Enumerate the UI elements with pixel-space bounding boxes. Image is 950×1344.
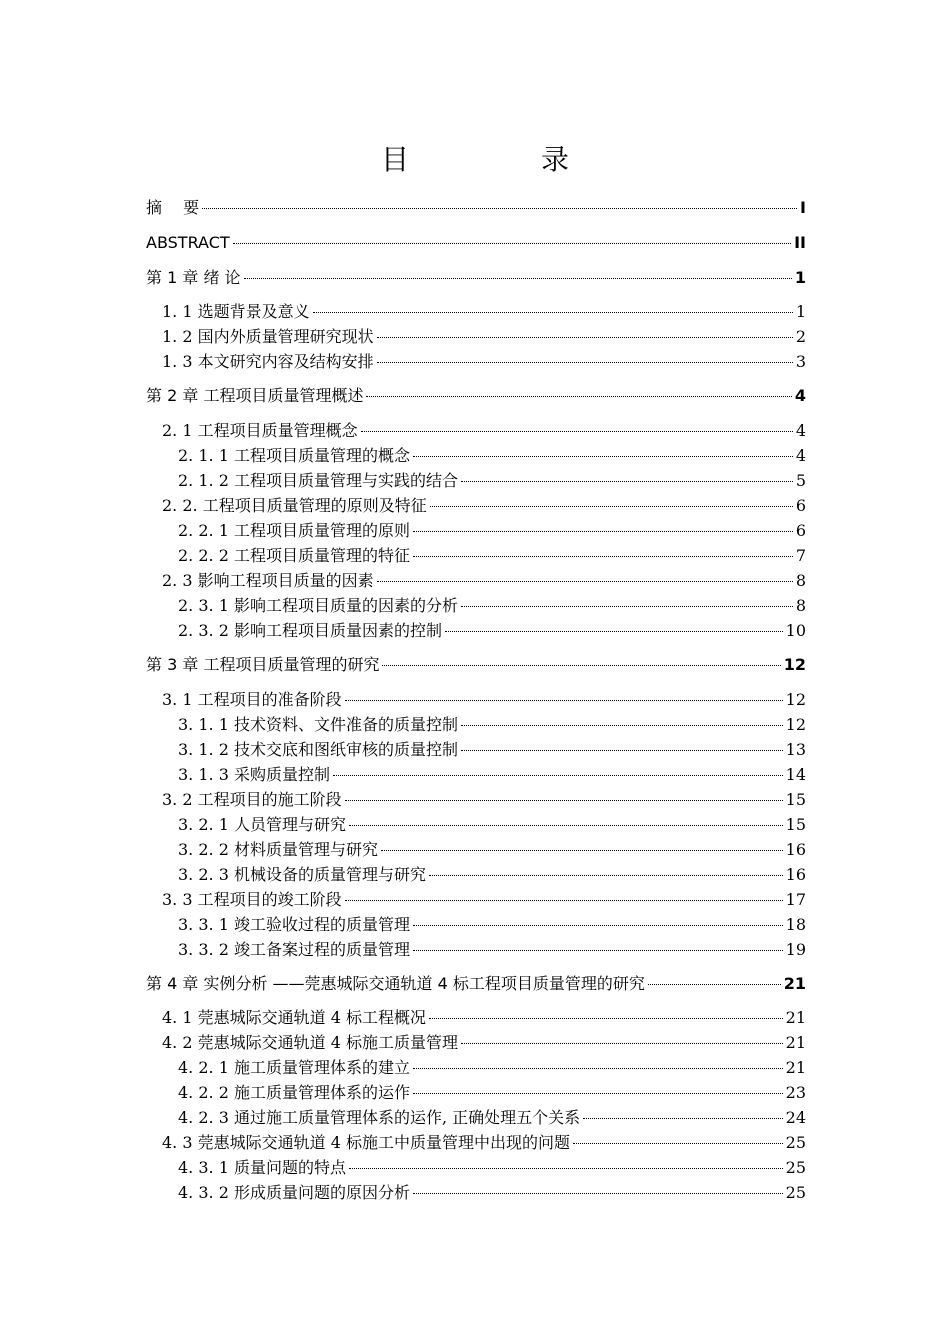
toc-entry[interactable] — [146, 351, 806, 373]
toc-entry-page: 19 — [785, 940, 806, 959]
toc-entry[interactable] — [146, 973, 806, 995]
toc-entry[interactable] — [146, 1007, 806, 1029]
toc-entry-label: 2. 1 工程项目质量管理概念 — [162, 421, 358, 440]
toc-entry-page: 21 — [785, 1058, 806, 1077]
dot-leader — [345, 900, 783, 901]
toc-entry-page: 13 — [785, 740, 806, 759]
toc-entry-page: 17 — [785, 890, 806, 909]
toc-entry[interactable] — [146, 570, 806, 592]
toc-entry-page: 1 — [795, 302, 806, 321]
toc-entry-label: 第 3 章 工程项目质量管理的研究 — [146, 655, 380, 674]
dot-leader — [366, 396, 791, 397]
toc-entry-page: 2 — [795, 327, 806, 346]
toc-entry-page: 18 — [785, 915, 806, 934]
dot-leader — [413, 925, 783, 926]
dot-leader — [345, 800, 783, 801]
dot-leader — [381, 850, 783, 851]
toc-entry[interactable] — [146, 1082, 806, 1104]
toc-entry-page: 23 — [785, 1083, 806, 1102]
toc-entry[interactable] — [146, 445, 806, 467]
toc-entry[interactable] — [146, 545, 806, 567]
dot-leader — [583, 1118, 782, 1119]
toc-entry[interactable] — [146, 232, 806, 254]
toc-entry[interactable] — [146, 1057, 806, 1079]
dot-leader — [345, 700, 783, 701]
toc-entry[interactable] — [146, 385, 806, 407]
toc-entry-label: 2. 2. 2 工程项目质量管理的特征 — [178, 546, 410, 565]
dot-leader — [382, 665, 780, 666]
dot-leader — [413, 1093, 783, 1094]
dot-leader — [361, 431, 793, 432]
dot-leader — [461, 1043, 783, 1044]
toc-entry-page: 12 — [783, 655, 806, 674]
toc-entry-page: 7 — [795, 546, 806, 565]
toc-entry-label: 1. 2 国内外质量管理研究现状 — [162, 327, 374, 346]
toc-entry-page: 16 — [785, 865, 806, 884]
toc-entry-page: 10 — [785, 621, 806, 640]
toc-entry-page: I — [800, 198, 806, 217]
dot-leader — [648, 984, 781, 985]
dot-leader — [430, 506, 793, 507]
dot-leader — [413, 1193, 783, 1194]
toc-entry-label: 1. 1 选题背景及意义 — [162, 302, 310, 321]
dot-leader — [461, 606, 793, 607]
dot-leader — [377, 362, 793, 363]
toc-entry-page: II — [794, 233, 806, 252]
toc-entry[interactable] — [146, 1032, 806, 1054]
dot-leader — [333, 775, 783, 776]
toc-entry-page: 24 — [785, 1108, 806, 1127]
dot-leader — [313, 312, 793, 313]
toc-entry-label: 1. 3 本文研究内容及结构安排 — [162, 352, 374, 371]
toc-entry-label: 4. 2. 3 通过施工质量管理体系的运作, 正确处理五个关系 — [178, 1108, 581, 1127]
dot-leader — [233, 243, 791, 244]
toc-entry[interactable] — [146, 839, 806, 861]
toc-entry[interactable] — [146, 914, 806, 936]
toc-entry[interactable] — [146, 764, 806, 786]
toc-entry-label: 第 4 章 实例分析 ——莞惠城际交通轨道 4 标工程项目质量管理的研究 — [146, 974, 645, 993]
toc-entry-page: 25 — [785, 1133, 806, 1152]
toc-entry-label: 第 1 章 绪 论 — [146, 268, 241, 287]
toc-entry-page: 4 — [795, 446, 806, 465]
toc-entry[interactable] — [146, 1157, 806, 1179]
toc-entry-label: 4. 2. 1 施工质量管理体系的建立 — [178, 1058, 410, 1077]
toc-entry[interactable] — [146, 814, 806, 836]
toc-entry[interactable] — [146, 654, 806, 676]
dot-leader — [461, 725, 783, 726]
toc-entry-label: 3. 2. 1 人员管理与研究 — [178, 815, 346, 834]
toc-entry-page: 15 — [785, 790, 806, 809]
toc-entry-page: 25 — [785, 1183, 806, 1202]
dot-leader — [429, 875, 783, 876]
dot-leader — [461, 481, 793, 482]
toc-entry[interactable] — [146, 470, 806, 492]
toc-entry-label: 2. 3 影响工程项目质量的因素 — [162, 571, 374, 590]
toc-entry-page: 21 — [785, 1008, 806, 1027]
toc-entry[interactable] — [146, 520, 806, 542]
toc-entry-label: 3. 1 工程项目的准备阶段 — [162, 690, 342, 709]
dot-leader — [413, 556, 793, 557]
toc-entry[interactable] — [146, 1132, 806, 1154]
dot-leader — [377, 581, 793, 582]
toc-entry-label: 2. 2. 工程项目质量管理的原则及特征 — [162, 496, 427, 515]
toc-entry[interactable] — [146, 326, 806, 348]
toc-entry-label: 2. 1. 1 工程项目质量管理的概念 — [178, 446, 410, 465]
toc-entry-label: 4. 3 莞惠城际交通轨道 4 标施工中质量管理中出现的问题 — [162, 1133, 570, 1152]
toc-entry-label: 4. 2 莞惠城际交通轨道 4 标施工质量管理 — [162, 1033, 458, 1052]
toc-entry-page: 21 — [785, 1033, 806, 1052]
toc-entry-label: 摘 要 — [146, 198, 200, 217]
toc-entry-label: 3. 1. 2 技术交底和图纸审核的质量控制 — [178, 740, 458, 759]
toc-entry-page: 21 — [783, 974, 806, 993]
toc-entry-label: 4. 1 莞惠城际交通轨道 4 标工程概况 — [162, 1008, 426, 1027]
toc-entry-label: 4. 2. 2 施工质量管理体系的运作 — [178, 1083, 410, 1102]
toc-entry[interactable] — [146, 495, 806, 517]
toc-entry-page: 6 — [795, 521, 806, 540]
dot-leader — [413, 950, 783, 951]
toc-entry[interactable] — [146, 939, 806, 961]
toc-entry-page: 1 — [794, 268, 806, 287]
dot-leader — [202, 208, 797, 209]
dot-leader — [413, 531, 793, 532]
toc-entry[interactable] — [146, 739, 806, 761]
dot-leader — [429, 1018, 783, 1019]
toc-entry-page: 8 — [795, 571, 806, 590]
toc-entry[interactable] — [146, 864, 806, 886]
toc-entry[interactable] — [146, 420, 806, 442]
toc-entry[interactable] — [146, 1107, 806, 1129]
dot-leader — [244, 278, 792, 279]
toc-entry-label: 2. 2. 1 工程项目质量管理的原则 — [178, 521, 410, 540]
dot-leader — [461, 750, 783, 751]
toc-entry-label: 3. 2. 3 机械设备的质量管理与研究 — [178, 865, 426, 884]
toc-entry-label: 2. 3. 1 影响工程项目质量的因素的分析 — [178, 596, 458, 615]
dot-leader — [349, 1168, 783, 1169]
toc-entry-label: 3. 2. 2 材料质量管理与研究 — [178, 840, 378, 859]
toc-entry-label: 3. 3. 1 竣工验收过程的质量管理 — [178, 915, 410, 934]
toc-entry-label: 3. 2 工程项目的施工阶段 — [162, 790, 342, 809]
toc-entry-page: 12 — [785, 690, 806, 709]
toc-entry-label: 3. 3 工程项目的竣工阶段 — [162, 890, 342, 909]
toc-entry-page: 5 — [795, 471, 806, 490]
toc-entry[interactable] — [146, 1182, 806, 1204]
dot-leader — [377, 337, 793, 338]
toc-entry-label: 4. 3. 1 质量问题的特点 — [178, 1158, 346, 1177]
toc-entry-page: 3 — [795, 352, 806, 371]
toc-entry-label: 4. 3. 2 形成质量问题的原因分析 — [178, 1183, 410, 1202]
toc-entry[interactable] — [146, 267, 806, 289]
toc-entry[interactable] — [146, 714, 806, 736]
toc-entry-page: 4 — [794, 386, 806, 405]
toc-entry[interactable] — [146, 889, 806, 911]
toc-entry[interactable] — [146, 789, 806, 811]
toc-entry-page: 16 — [785, 840, 806, 859]
toc-entry-label: 第 2 章 工程项目质量管理概述 — [146, 386, 364, 405]
toc-entry-page: 14 — [785, 765, 806, 784]
toc-entry-label: 2. 3. 2 影响工程项目质量因素的控制 — [178, 621, 442, 640]
toc-entry-page: 25 — [785, 1158, 806, 1177]
toc-entry-label: 3. 1. 3 采购质量控制 — [178, 765, 330, 784]
dot-leader — [413, 1068, 783, 1069]
dot-leader — [445, 631, 783, 632]
toc-entry-label: ABSTRACT — [146, 233, 230, 252]
dot-leader — [413, 456, 793, 457]
toc-entry-label: 3. 3. 2 竣工备案过程的质量管理 — [178, 940, 410, 959]
toc-entry[interactable] — [146, 689, 806, 711]
dot-leader — [573, 1143, 783, 1144]
dot-leader — [349, 825, 783, 826]
toc-entry-page: 8 — [795, 596, 806, 615]
toc-entry[interactable] — [146, 301, 806, 323]
page-title: 目 录 — [380, 143, 621, 176]
toc-entry-page: 4 — [795, 421, 806, 440]
toc-entry-page: 6 — [795, 496, 806, 515]
toc-entry-label: 3. 1. 1 技术资料、文件准备的质量控制 — [178, 715, 458, 734]
toc-entry-label: 2. 1. 2 工程项目质量管理与实践的结合 — [178, 471, 458, 490]
table-of-contents — [146, 0, 806, 1344]
toc-entry[interactable] — [146, 620, 806, 642]
toc-entry[interactable] — [146, 595, 806, 617]
toc-entry-page: 12 — [785, 715, 806, 734]
toc-entry-page: 15 — [785, 815, 806, 834]
toc-entry[interactable] — [146, 197, 806, 219]
